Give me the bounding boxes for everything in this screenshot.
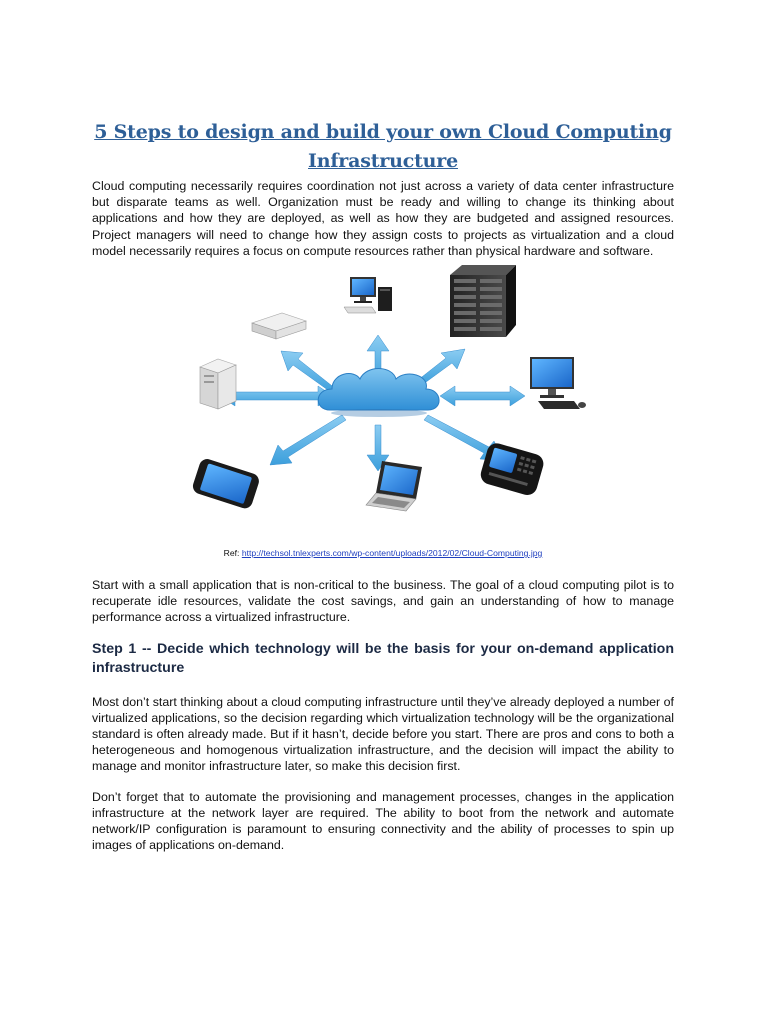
desktop-computer-icon xyxy=(344,277,392,313)
step1-heading: Step 1 -- Decide which technology will be the basis for your on-demand application infrastructure xyxy=(92,640,674,676)
arrow-lower-left xyxy=(270,415,346,465)
step1-paragraph-2: Don’t forget that to automate the provisioning and management processes, changes in the application infrastructure at the network layer are required. The ability to boot from the network and automate network/IP configuration is paramount to ensuring connectivity and the ability of processes to spin up images of applications on-demand. xyxy=(92,789,674,853)
figure-reference xyxy=(92,547,674,559)
cloud-computing-figure xyxy=(92,265,674,547)
laptop-icon xyxy=(366,461,422,511)
document-page xyxy=(92,112,674,853)
reference-link[interactable]: http://techsol.tnlexperts.com/wp-content/uploads/2012/02/Cloud-Computing.jpg xyxy=(241,548,543,559)
arrow-right xyxy=(440,386,525,406)
cloud-icon xyxy=(318,369,439,418)
intro-paragraph: Cloud computing necessarily requires coordination not just across a variety of data center infrastructure but disparate teams as well. Organization must be ready and willing to change its thinking about applications and how they are deployed, as well as how they are budgeted and assigned resources. Project managers will need to change how they assign costs to projects as virtualization and a cloud model necessarily requires a focus on compute resources rather than physical hardware and software. xyxy=(92,179,674,258)
cloud-diagram xyxy=(92,265,674,547)
step1-paragraph-1: Most don’t start thinking about a cloud computing infrastructure until they’ve already deployed a number of virtualized applications, so the decision regarding which virtualization technology will be the organizational standard is often already made. But if it hasn’t, decide before you start. There are pros and cons to both a heterogeneous and homogenous virtualization infrastructure, and the decision will impact the ability to manage and monitor infrastructure later, so make this decision first. xyxy=(92,694,674,774)
blackberry-phone-icon xyxy=(478,441,545,497)
arrow-left xyxy=(220,386,333,406)
server-rack-icon xyxy=(450,265,516,337)
arrow-upper-left xyxy=(281,351,336,393)
document-title: 5 Steps to design and build your own Cloud Computing Infrastructure xyxy=(94,121,672,172)
network-appliance-icon xyxy=(252,313,306,339)
monitor-keyboard-icon xyxy=(530,357,586,409)
pilot-paragraph: Start with a small application that is non-critical to the business. The goal of a cloud computing pilot is to recuperate idle resources, validate the cost savings, and gain an understanding of how to manage performance across a virtualized infrastructure. xyxy=(92,578,674,625)
smartphone-icon xyxy=(191,457,261,510)
tower-server-icon xyxy=(200,359,236,409)
reference-label: Ref: xyxy=(223,548,242,559)
arrow-upper-right xyxy=(418,349,465,385)
